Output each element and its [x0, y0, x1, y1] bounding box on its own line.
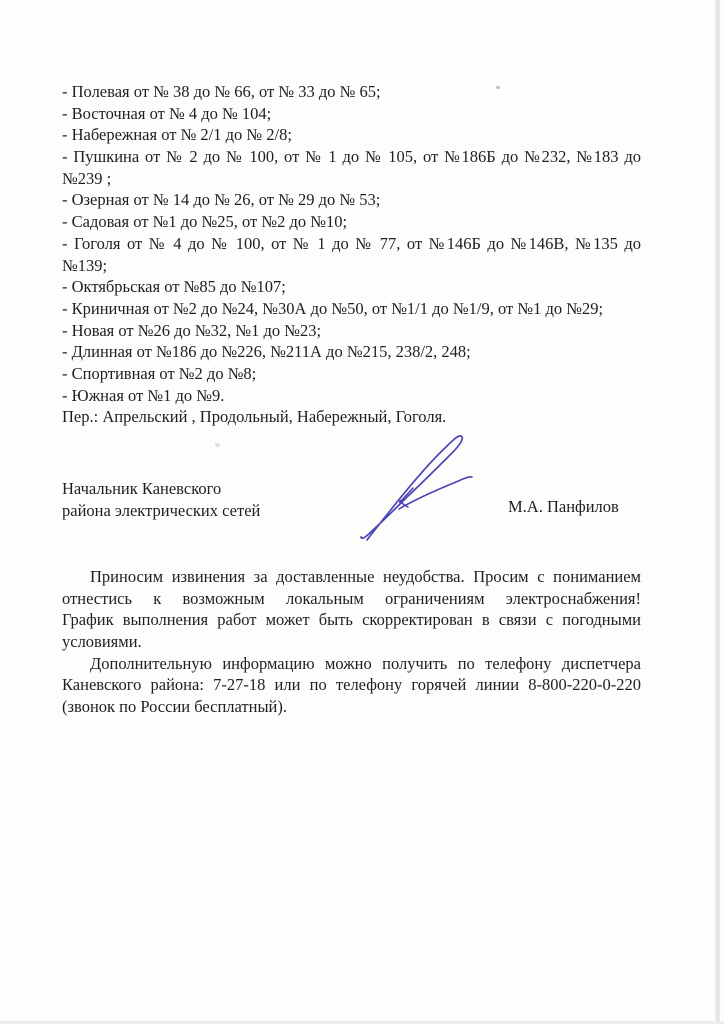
- scan-speck: [496, 86, 500, 89]
- street-list-line: - Длинная от №186 до №226, №211А до №215, 238/2, 248;: [62, 342, 471, 362]
- scan-edge-line-right: [715, 0, 720, 1024]
- street-list-line: - Озерная от № 14 до № 26, от № 29 до № 53;: [62, 190, 381, 210]
- street-list-line: Пер.: Апрельский , Продольный, Набережный, Гоголя.: [62, 407, 447, 427]
- street-outage-list: [62, 81, 641, 428]
- note-line: Дополнительную информацию можно получить по телефону диспетчера: [90, 653, 641, 673]
- note-line: График выполнения работ может быть скорректирован в связи с погодными: [62, 610, 641, 630]
- street-list-line: - Восточная от № 4 до № 104;: [62, 103, 272, 123]
- scan-speck: [215, 443, 220, 447]
- street-list-line: №239 ;: [62, 168, 112, 188]
- signer-title-line2: района электрических сетей: [62, 500, 261, 520]
- signer-title-line1: Начальник Каневского: [62, 479, 222, 498]
- street-list-line: - Октябрьская от №85 до №107;: [62, 277, 286, 297]
- note-line: отнестись к возможным локальным ограничениям электроснабжения!: [62, 588, 641, 608]
- note-line: Приносим извинения за доставленные неудобства. Просим с пониманием: [90, 567, 641, 586]
- signer-name: М.А. Панфилов: [508, 497, 619, 516]
- street-list-line: - Полевая от № 38 до № 66, от № 33 до № 65;: [62, 82, 381, 101]
- street-list-line: - Южная от №1 до №9.: [62, 385, 225, 405]
- notes-paragraphs: [62, 566, 641, 718]
- street-list-line: - Гоголя от № 4 до № 100, от № 1 до № 77, от №146Б до №146В, №135 до: [62, 233, 641, 253]
- street-list-line: - Садовая от №1 до №25, от №2 до №10;: [62, 212, 348, 232]
- street-list-line: №139;: [62, 255, 108, 275]
- note-line: (звонок по России бесплатный).: [62, 697, 287, 717]
- street-list-line: - Криничная от №2 до №24, №30А до №50, от №1/1 до №1/9, от №1 до №29;: [62, 298, 604, 318]
- note-line: условиями.: [62, 632, 142, 652]
- note-line: Каневского района: 7-27-18 или по телефону горячей линии 8-800-220-0-220: [62, 675, 641, 695]
- handwritten-signature-icon: [350, 423, 484, 552]
- street-list-line: - Пушкина от № 2 до № 100, от № 1 до № 105, от №186Б до №232, №183 до: [62, 147, 641, 167]
- street-list-line: - Набережная от № 2/1 до № 2/8;: [62, 125, 292, 145]
- street-list-line: - Спортивная от №2 до №8;: [62, 363, 257, 383]
- street-list-line: - Новая от №26 до №32, №1 до №23;: [62, 320, 322, 340]
